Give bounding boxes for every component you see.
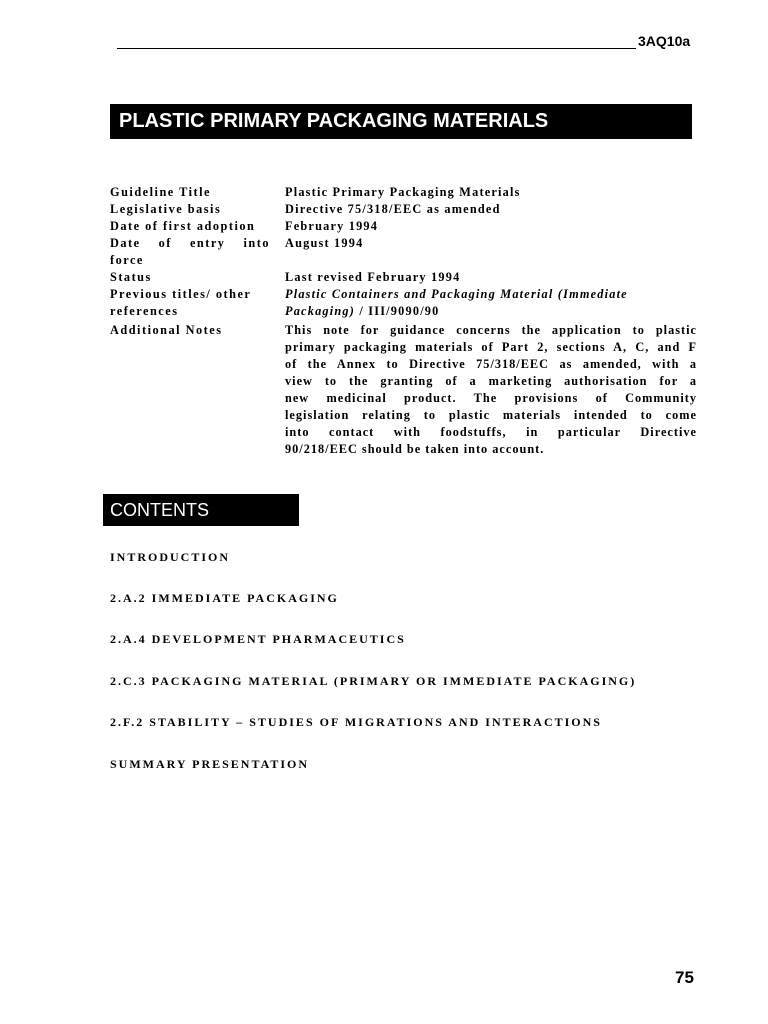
previous-titles-value: Plastic Containers and Packaging Material (Immediate	[285, 287, 628, 301]
previous-title-reference: / III/9090/90	[355, 304, 440, 318]
notes-line: This note for guidance concerns the application to plastic	[285, 323, 697, 337]
entry-into-force-label-cont: force	[110, 253, 144, 267]
toc-item-immediate-packaging[interactable]: 2.A.2 IMMEDIATE PACKAGING	[110, 591, 339, 605]
notes-line: primary packaging materials of Part 2, sections A, C, and F	[285, 340, 697, 354]
additional-notes-text	[285, 322, 697, 458]
notes-line: into contact with foodstuffs, in particular Directive	[285, 425, 697, 439]
previous-titles-label: Previous titles/ other	[110, 287, 252, 301]
previous-title-italic: Packaging)	[285, 304, 356, 318]
notes-line: view to the granting of a marketing authorisation for a	[285, 374, 697, 388]
entry-into-force-value: August 1994	[285, 236, 364, 250]
entry-word: Date	[110, 236, 141, 250]
status-value: Last revised February 1994	[285, 270, 461, 284]
contents-heading: CONTENTS	[103, 494, 299, 526]
document-code: 3AQ10a	[638, 33, 691, 49]
entry-into-force-label	[110, 235, 270, 252]
guideline-title-value: Plastic Primary Packaging Materials	[285, 185, 521, 199]
previous-titles-label-cont: references	[110, 304, 179, 318]
previous-titles-value-cont	[285, 303, 440, 320]
notes-line: of the Annex to Directive 75/318/EEC as amended, with a	[285, 357, 697, 371]
first-adoption-value: February 1994	[285, 219, 379, 233]
notes-line: 90/218/EEC should be taken into account.	[285, 442, 545, 456]
notes-line: new medicinal product. The provisions of Community	[285, 391, 697, 405]
header-rule	[117, 48, 636, 49]
entry-word: entry	[189, 236, 226, 250]
status-label: Status	[110, 270, 152, 284]
entry-word: into	[243, 236, 270, 250]
notes-line: legislation relating to plastic materials intended to come	[285, 408, 697, 422]
toc-item-introduction[interactable]: INTRODUCTION	[110, 550, 231, 564]
toc-item-packaging-material[interactable]: 2.C.3 PACKAGING MATERIAL (PRIMARY OR IMMEDIATE PACKAGING)	[110, 674, 637, 688]
toc-item-summary-presentation[interactable]: SUMMARY PRESENTATION	[110, 757, 310, 771]
toc-item-development-pharmaceutics[interactable]: 2.A.4 DEVELOPMENT PHARMACEUTICS	[110, 632, 406, 646]
toc-item-stability[interactable]: 2.F.2 STABILITY – STUDIES OF MIGRATIONS AND INTERACTIONS	[110, 715, 602, 729]
legislative-basis-value: Directive 75/318/EEC as amended	[285, 202, 501, 216]
page-title: PLASTIC PRIMARY PACKAGING MATERIALS	[110, 104, 692, 139]
entry-word: of	[158, 236, 172, 250]
additional-notes-label: Additional Notes	[110, 323, 223, 337]
first-adoption-label: Date of first adoption	[110, 219, 256, 233]
page-number: 75	[675, 968, 694, 987]
guideline-title-label: Guideline Title	[110, 185, 211, 199]
legislative-basis-label: Legislative basis	[110, 202, 222, 216]
